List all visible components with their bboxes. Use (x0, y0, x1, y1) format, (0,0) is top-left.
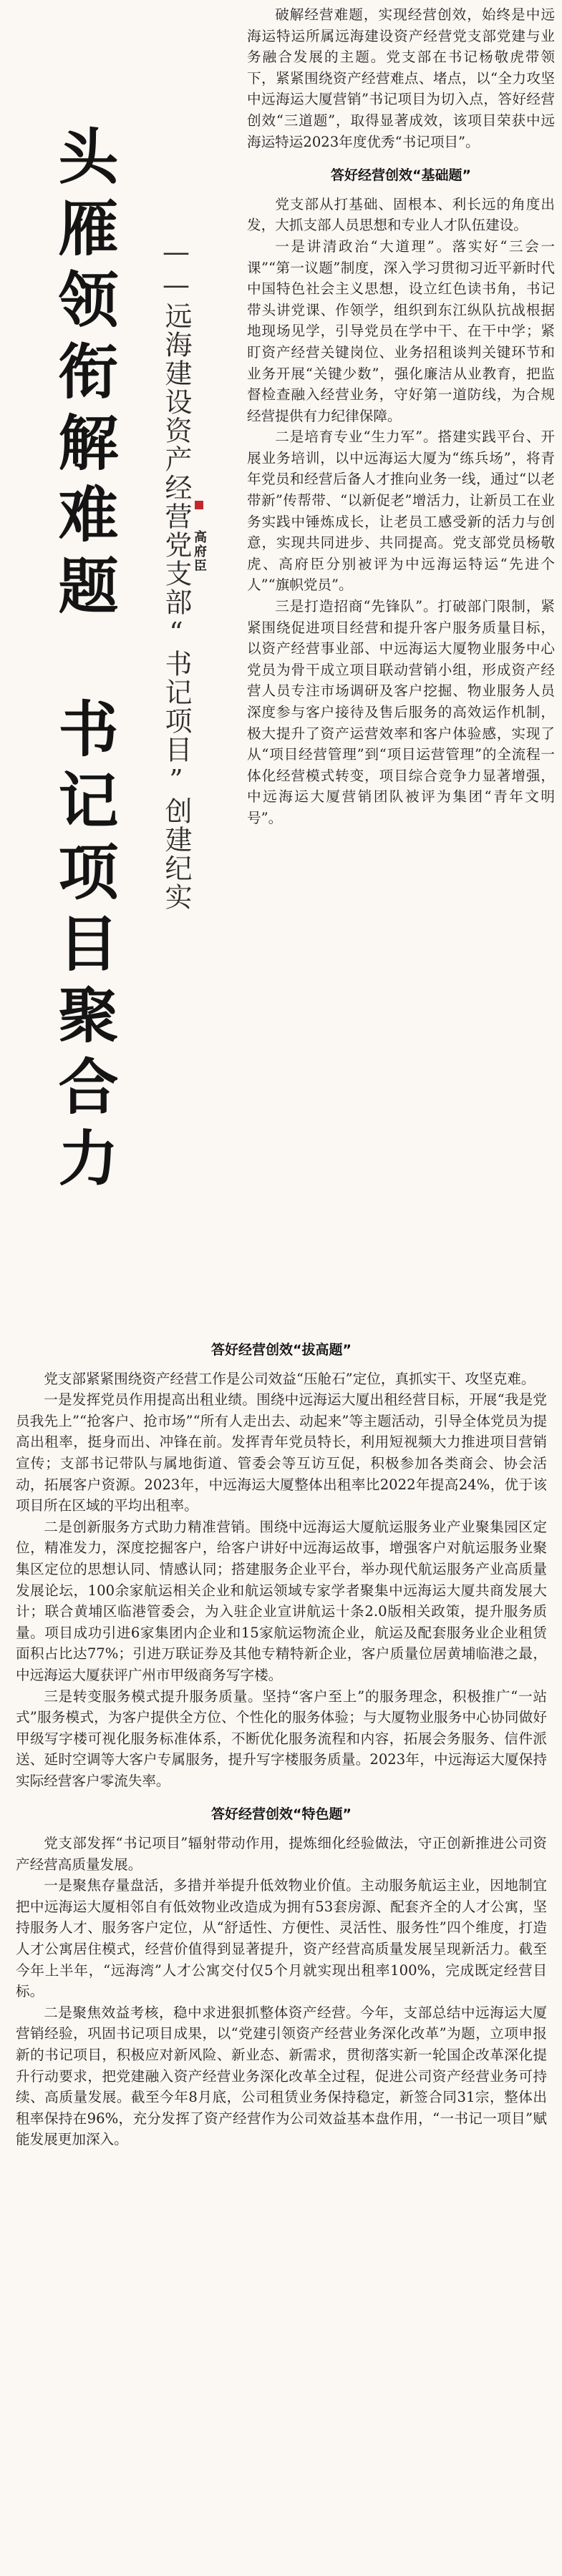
paragraph: 二是创新服务方式助力精准营销。围绕中远海运大厦航运服务业产业聚集园区定位，精准发力，深度挖掘客户，给客户讲好中远海运故事，增强客户对航运服务业聚集区定位的思想认同、情感认同；搭建服务企业平台，举办现代航运服务产业高质量发展论坛，100余家航运相关企业和航运领域专家学者聚集中远海运大厦共商发展大计；联合黄埔区临港管委会，为入驻企业宣讲航运十条2.0版相关政策，提升服务质量。项目成功引进6家集团内企业和15家航运物流企业，航运及配套服务业企业租赁面积占比达77%；引进万联证券及其他专精特新企业，客户质量位居黄埔临港之最，中远海运大厦获评广州市甲级商务写字楼。 (16, 1518, 547, 1683)
section-heading-feature: 答好经营创效“特色题” (211, 1806, 352, 1823)
paragraph: 二是聚焦效益考核，稳中求进狠抓整体资产经营。今年，支部总结中远海运大厦营销经验，巩固书记项目成果，以“党建引领资产经营业务深化改革”为题，立项申报新的书记项目，积极应对新风险、新业态、新需求，贯彻落实新一轮国企改革深化提升行动要求，把党建融入资产经营业务深化改革全过程，促进公司资产经营业务可持续、高质量发展。截至今年8月底，公司租赁业务保持稳定，新签合同31宗，整体出租率保持在96%，充分发挥了资产经营作为公司效益基本盘作用，“一书记一项目”赋能发展更加深入。 (16, 2004, 547, 2148)
bottom-article-body (16, 1327, 547, 2150)
section-heading-basic: 答好经营创效“基础题” (331, 167, 471, 184)
author-name: 高府臣 (192, 530, 207, 573)
headline: 头雁领衔解难题 书记项目聚合力 (49, 125, 120, 1198)
paragraph: 二是培育专业“生力军”。搭建实践平台、开展业务培训，以中远海运大厦为“练兵场”，将青年党员和经营后备人才推向业务一线，通过“以老带新”传帮带、“以新促老”增活力，让新员工在业务实践中锤炼成长，让老员工感受新的活力与创意，实现共同进步、共同提高。党支部党员杨敬虎、高府臣分别被评为中远海运特运“先进个人”“旗帜党员”。 (247, 428, 555, 594)
paragraph: 三是打造招商“先锋队”。打破部门限制，紧紧围绕促进项目经营和提升客户服务质量目标，以资产经营事业部、中远海运大厦物业服务中心党员为骨干成立项目联动营销小组，形成资产经营人员专注市场调研及客户挖掘、物业服务人员深度参与客户接待及售后服务的高效运作机制，极大提升了资产运营效率和客户体验感，实现了从“项目经营管理”到“项目运营管理”的全流程一体化经营模式转变，项目综合竞争力显著增强，中远海运大厦营销团队被评为集团“青年文明号”。 (247, 598, 555, 826)
right-column (247, 4, 555, 829)
section-heading-raise: 答好经营创效“拔高题” (211, 1342, 352, 1358)
paragraph: 一是聚焦存量盘活，多措并举提升低效物业价值。主动服务航运主业，因地制宜把中远海运大厦相邻自有低效物业改造成为拥有53套房源、配套齐全的人才公寓，坚持服务人才、服务客户定位，从“舒适性、方便性、灵活性、服务性”四个维度，打造人才公寓居住模式，经营价值得到显著提升，资产经营高质量发展呈现新活力。截至今年上半年，“远海湾”人才公寓交付仅5个月就实现出租率100%，完成既定经营目标。 (16, 1877, 547, 2000)
author-byline (187, 501, 208, 573)
subtitle: ——远海建设资产经营党支部“书记项目”创建纪实 (160, 236, 192, 911)
author-marker-icon (195, 501, 203, 509)
paragraph: 一是发挥党员作用提高出租业绩。围绕中远海运大厦出租经营目标，开展“我是党员我先上”“抢客户、抢市场”“所有人走出去、动起来”等主题活动，引导全体党员为提高出租率，挺身而出、冲锋在前。发挥青年党员特长，利用短视频大力推进项目营销宣传；支部书记带队与属地街道、管委会等互访互促，积极参加各类商会、协会活动，拓展客户资源。2023年，中远海运大厦整体出租率比2022年提高24%，优于该项目所在区域的平均出租率。 (16, 1391, 547, 1514)
paragraph: 党支部从打基础、固根本、利长远的角度出发，大抓支部人员思想和专业人才队伍建设。 (247, 195, 555, 234)
paragraph: 一是讲清政治“大道理”。落实好“三会一课”“第一议题”制度，深入学习贯彻习近平新时代中国特色社会主义思想，设立红色读书角，书记带头讲党课、作领学，组织到东江纵队抗战根据地现场见学，引导党员在学中干、在干中学；紧盯资产经营关键岗位、业务招租谈判关键环节和业务开展“关键少数”，强化廉洁从业教育，把监督检查融入经营业务，守好第一道防线，为合规经营提供有力纪律保障。 (247, 237, 555, 424)
intro-paragraph: 破解经营难题，实现经营创效，始终是中远海运特运所属远海建设资产经营党支部党建与业务融合发展的主题。党支部在书记杨敬虎带领下，紧紧围绕资产经营难点、堵点，以“全力攻坚中远海运大厦营销”书记项目为切入点，答好经营创效“三道题”，取得显著成效，该项目荣获中远海运特运2023年度优秀“书记项目”。 (247, 6, 555, 150)
paragraph: 三是转变服务模式提升服务质量。坚持“客户至上”的服务理念，积极推广“一站式”服务模式，为客户提供全方位、个性化的服务体验；与大厦物业服务中心协同做好甲级写字楼可视化服务标准体系，不断优化服务流程和内容，拓展会务服务、信件派送、延时空调等大客户专属服务，提升写字楼服务质量。2023年，中远海运大厦保持实际经营客户零流失率。 (16, 1688, 547, 1789)
paragraph: 党支部发挥“书记项目”辐射带动作用，提炼细化经验做法，守正创新推进公司资产经营高质量发展。 (16, 1835, 547, 1873)
paragraph: 党支部紧紧围绕资产经营工作是公司效益“压舱石”定位，真抓实干、攻坚克难。 (44, 1370, 536, 1387)
